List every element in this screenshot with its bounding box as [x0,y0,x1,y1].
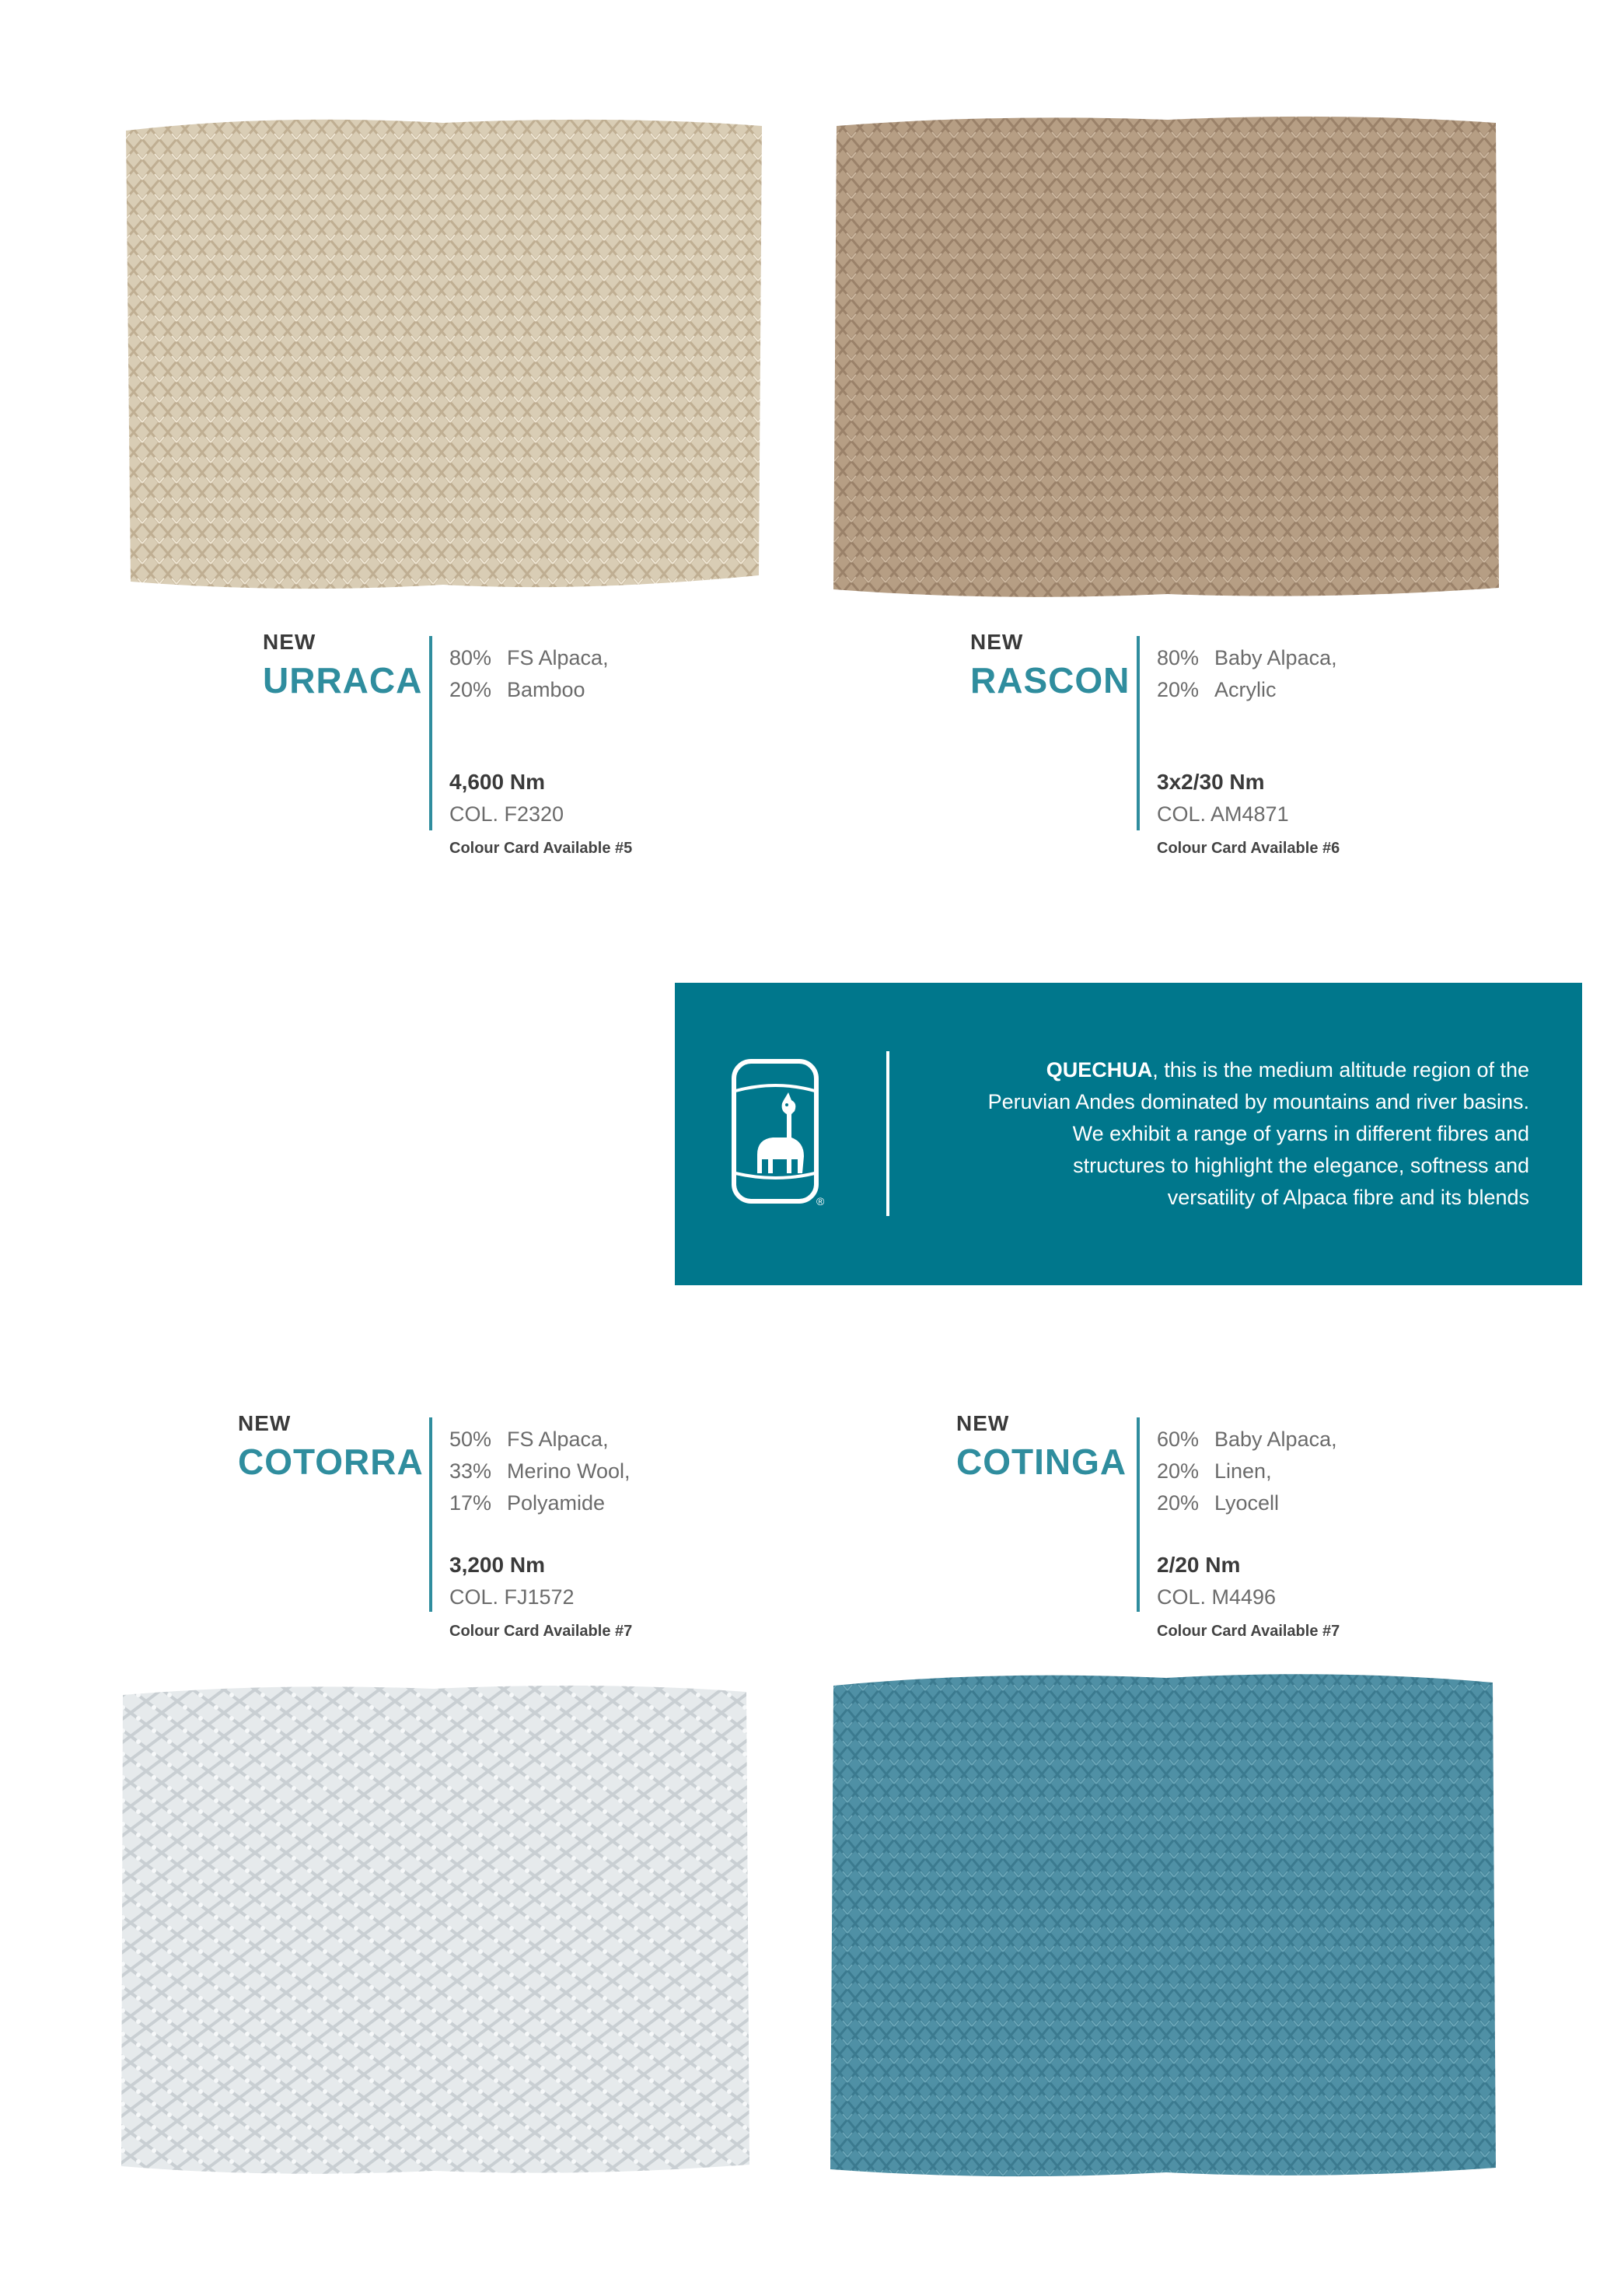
composition-row: 60% Baby Alpaca, [1157,1428,1337,1451]
banner-description: , this is the medium altitude region of the Peruvian Andes dominated by mountains and river basins. We exhibit a range of yarns in different fibres and structures to highlight the elegance, softness and versatility of Alpaca fibre and its blends [987,1058,1529,1209]
swatch-cotorra [115,1678,754,2182]
product-cotinga [956,1411,1438,1652]
product-name: COTORRA [238,1442,424,1482]
colour-card: Colour Card Available #7 [1157,1623,1340,1640]
product-cotorra [238,1411,704,1652]
composition-row: 33% Merino Wool, [449,1459,631,1483]
new-tag: NEW [263,630,316,654]
new-tag: NEW [238,1411,292,1435]
quechua-banner [675,983,1582,1285]
product-rascon [970,630,1437,863]
swatch-urraca [117,109,768,597]
composition [449,1424,631,1519]
yarn-count: 4,600 Nm [449,770,545,794]
colour-card: Colour Card Available #7 [449,1623,633,1640]
banner-divider [886,1051,889,1216]
registered-mark: ® [816,1195,825,1207]
composition [1157,642,1337,706]
colour-code: COL. M4496 [1157,1585,1277,1609]
composition-row: 80% FS Alpaca, [449,646,609,669]
colour-card: Colour Card Available #6 [1157,840,1340,857]
composition-row: 20% Linen, [1157,1459,1272,1483]
swatch-rascon [826,107,1504,605]
composition-row: 20% Bamboo [449,678,585,701]
new-tag: NEW [956,1411,1010,1435]
composition-row: 17% Polyamide [449,1491,606,1515]
composition-row: 20% Lyocell [1157,1491,1280,1515]
new-tag: NEW [970,630,1024,654]
composition [1157,1424,1337,1519]
composition-row: 20% Acrylic [1157,678,1277,701]
composition-row: 50% FS Alpaca, [449,1428,609,1451]
yarn-count: 3x2/30 Nm [1157,770,1265,794]
alpaca-logo-icon [729,1057,826,1212]
composition-row: 80% Baby Alpaca, [1157,646,1337,669]
divider-line [1137,1417,1140,1612]
colour-code: COL. FJ1572 [449,1585,575,1609]
product-name: COTINGA [956,1442,1127,1482]
colour-card: Colour Card Available #5 [449,840,633,857]
divider-line [429,1417,432,1612]
colour-code: COL. F2320 [449,802,564,826]
composition [449,642,609,706]
yarn-count: 3,200 Nm [449,1553,545,1577]
region-name: QUECHUA [1046,1058,1153,1082]
divider-line [1137,636,1140,830]
yarn-count: 2/20 Nm [1157,1553,1241,1577]
product-name: URRACA [263,660,423,701]
product-urraca [263,630,698,863]
swatch-cotinga [824,1662,1502,2185]
colour-code: COL. AM4871 [1157,802,1289,826]
product-name: RASCON [970,660,1130,701]
divider-line [429,636,432,830]
banner-text [985,1054,1529,1214]
